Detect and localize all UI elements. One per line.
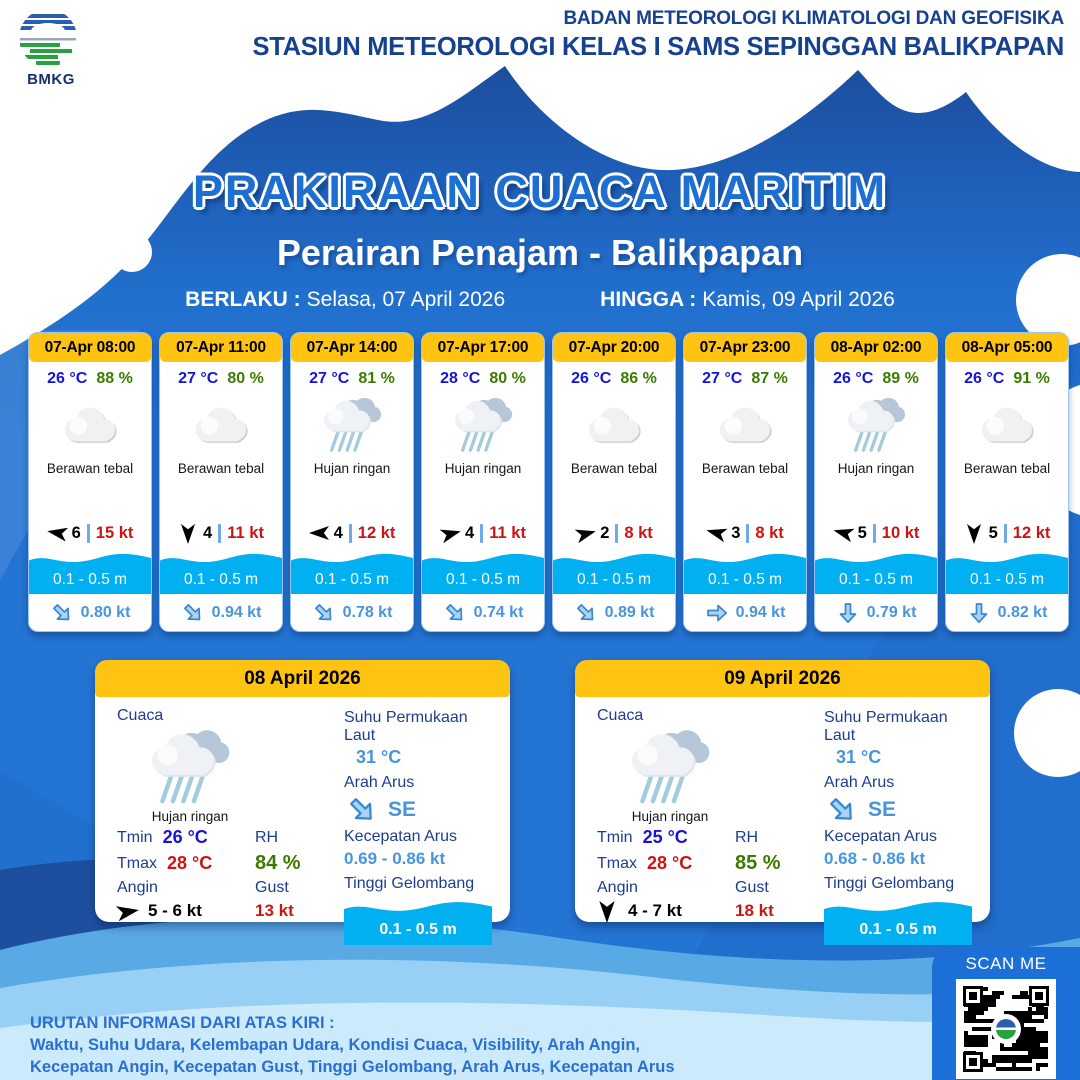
- wave-height-value: 0.1 - 0.5 m: [824, 914, 972, 945]
- wind-direction-icon: [831, 524, 855, 544]
- visibility-value: 5: [988, 524, 998, 542]
- air-temperature: 27 °C: [309, 370, 350, 387]
- current-speed-value: 0.80 kt: [80, 603, 131, 621]
- current-direction-icon: [45, 596, 79, 630]
- air-temperature: 27 °C: [702, 370, 743, 387]
- bmkg-logo-icon: [16, 6, 80, 70]
- daily-date: 08 April 2026: [95, 660, 510, 697]
- sst-value: 31 °C: [836, 747, 882, 767]
- current-direction-value: SE: [388, 798, 417, 821]
- divider: [873, 524, 876, 543]
- qr-finder-icon: [963, 1052, 983, 1072]
- qr-code: [956, 979, 1056, 1079]
- weather-description: Hujan ringan: [631, 809, 709, 824]
- wind-speed-value: 11 kt: [489, 524, 526, 542]
- weather-description: Berawan tebal: [177, 461, 265, 476]
- wave-height-band: [422, 551, 544, 594]
- air-temperature: 26 °C: [47, 370, 88, 387]
- current-speed-value: 0.79 kt: [866, 603, 917, 621]
- weather-icon: [553, 393, 675, 457]
- visibility-value: 5: [857, 524, 867, 542]
- station-name: STASIUN METEOROLOGI KELAS I SAMS SEPINGGAN BALIKPAPAN: [252, 33, 1064, 61]
- forecast-time: 07-Apr 14:00: [291, 333, 413, 362]
- current-direction-label: Arah Arus: [344, 774, 415, 791]
- current-direction-value: SE: [868, 798, 897, 821]
- current-direction-icon: [705, 601, 729, 625]
- daily-forecast-row: [95, 660, 990, 938]
- footer-title: URUTAN INFORMASI DARI ATAS KIRI :: [30, 1014, 335, 1032]
- qr-finder-icon: [1029, 986, 1049, 1006]
- weather-description: Hujan ringan: [444, 461, 522, 476]
- weather-description: Hujan ringan: [313, 461, 391, 476]
- gust-value: 18 kt: [735, 901, 774, 920]
- sst-label: Suhu Permukaan Laut: [344, 709, 468, 744]
- daily-card: [575, 660, 990, 938]
- current-direction-icon: [339, 787, 384, 832]
- wave-height-band: [684, 551, 806, 594]
- current-direction-icon: [176, 596, 210, 630]
- wind-direction-icon: [705, 524, 729, 544]
- current-direction-icon: [569, 596, 603, 630]
- current-speed-value: 0.82 kt: [997, 603, 1048, 621]
- visibility-value: 6: [71, 524, 81, 542]
- weather-description: Berawan tebal: [701, 461, 789, 476]
- wind-speed-value: 8 kt: [755, 524, 784, 542]
- validity-row: [0, 288, 1080, 312]
- wind-speed-value: 12 kt: [357, 524, 396, 542]
- tmax-value: 28 °C: [647, 853, 693, 873]
- weather-icon: [29, 393, 151, 457]
- wave-height-label: Tinggi Gelombang: [824, 875, 955, 892]
- wave-height-band: [29, 551, 151, 594]
- current-direction-icon: [438, 596, 472, 630]
- humidity: 89 %: [882, 370, 919, 387]
- wave-height-band: [824, 899, 972, 945]
- bmkg-logo: [16, 6, 86, 88]
- wave-height-value: 0.1 - 0.5 m: [422, 565, 544, 594]
- wave-height-value: 0.1 - 0.5 m: [684, 565, 806, 594]
- wave-height-band: [344, 899, 492, 945]
- humidity: 81 %: [358, 370, 395, 387]
- tmin-label: Tmin: [597, 828, 633, 846]
- wave-height-band: [553, 551, 675, 594]
- wave-height-value: 0.1 - 0.5 m: [291, 565, 413, 594]
- current-speed-value: 0.69 - 0.86 kt: [344, 849, 446, 868]
- scan-me-label: SCAN ME: [965, 954, 1047, 973]
- wind-label: Angin: [597, 879, 638, 896]
- divider: [87, 524, 90, 543]
- wave-height-value: 0.1 - 0.5 m: [160, 565, 282, 594]
- wind-speed-value: 11 kt: [227, 524, 264, 542]
- wind-range-value: 5 - 6 kt: [148, 901, 202, 920]
- hourly-card: [683, 332, 807, 632]
- wave-height-band: [815, 551, 937, 594]
- tmax-label: Tmax: [117, 854, 157, 872]
- wind-direction-icon: [309, 526, 330, 541]
- weather-icon: [605, 725, 735, 809]
- wave-height-band: [946, 551, 1068, 594]
- current-speed-value: 0.68 - 0.86 kt: [824, 849, 926, 868]
- footer-line1: Waktu, Suhu Udara, Kelembapan Udara, Kondisi Cuaca, Visibility, Arah Angin,: [30, 1036, 641, 1054]
- bmkg-qr-logo-icon: [993, 1016, 1019, 1042]
- tmin-value: 25 °C: [642, 827, 688, 847]
- current-direction-icon: [819, 787, 864, 832]
- footer-line2: Kecepatan Angin, Kecepatan Gust, Tinggi Gelombang, Arah Arus, Kecepatan Arus: [30, 1058, 675, 1076]
- weather-icon: [946, 393, 1068, 457]
- gust-label: Gust: [255, 879, 289, 896]
- hourly-card: [945, 332, 1069, 632]
- current-speed-label: Kecepatan Arus: [824, 828, 937, 845]
- area-title: Perairan Penajam - Balikpapan: [276, 232, 804, 273]
- wind-direction-icon: [116, 902, 139, 920]
- forecast-time: 07-Apr 17:00: [422, 333, 544, 362]
- poster-title: PRAKIRAAN CUACA MARITIM: [192, 166, 888, 217]
- wind-range-value: 4 - 7 kt: [628, 901, 682, 920]
- weather-icon: [815, 393, 937, 457]
- current-speed-value: 0.74 kt: [473, 603, 524, 621]
- current-direction-icon: [967, 601, 991, 625]
- gust-value: 13 kt: [255, 901, 294, 920]
- sst-label: Suhu Permukaan Laut: [824, 709, 948, 744]
- rh-label: RH: [255, 828, 279, 846]
- wind-direction-icon: [45, 524, 68, 542]
- tmin-value: 26 °C: [162, 827, 208, 847]
- current-speed-value: 0.94 kt: [211, 603, 262, 621]
- valid-until: HINGGA : Kamis, 09 April 2026: [600, 288, 895, 311]
- rh-value: 84 %: [255, 852, 301, 874]
- forecast-time: 08-Apr 02:00: [815, 333, 937, 362]
- weather-description: Hujan ringan: [837, 461, 915, 476]
- humidity: 88 %: [96, 370, 133, 387]
- weather-description: Berawan tebal: [46, 461, 134, 476]
- forecast-time: 07-Apr 23:00: [684, 333, 806, 362]
- hourly-card: [159, 332, 283, 632]
- wind-speed-value: 10 kt: [881, 524, 920, 542]
- daily-card: [95, 660, 510, 938]
- air-temperature: 28 °C: [440, 370, 481, 387]
- tmin-label: Tmin: [117, 828, 153, 846]
- wind-direction-icon: [600, 901, 615, 922]
- rh-value: 85 %: [735, 852, 781, 874]
- valid-from: BERLAKU : Selasa, 07 April 2026: [185, 288, 506, 311]
- weather-label: Cuaca: [117, 707, 164, 724]
- weather-icon: [125, 725, 255, 809]
- divider: [746, 524, 749, 543]
- qr-finder-icon: [963, 986, 983, 1006]
- divider: [615, 524, 618, 543]
- current-speed-value: 0.89 kt: [604, 603, 655, 621]
- organization-header: [253, 8, 1064, 62]
- weather-description: Hujan ringan: [151, 809, 229, 824]
- weather-icon: [684, 393, 806, 457]
- air-temperature: 26 °C: [833, 370, 874, 387]
- visibility-value: 2: [600, 524, 610, 542]
- wind-label: Angin: [117, 879, 158, 896]
- divider: [480, 524, 483, 543]
- weather-icon: [160, 393, 282, 457]
- hourly-card: [290, 332, 414, 632]
- gust-label: Gust: [735, 879, 769, 896]
- weather-description: Berawan tebal: [963, 461, 1051, 476]
- wind-direction-icon: [574, 524, 598, 544]
- humidity: 80 %: [227, 370, 264, 387]
- rh-label: RH: [735, 828, 759, 846]
- wave-height-value: 0.1 - 0.5 m: [344, 914, 492, 945]
- forecast-time: 07-Apr 11:00: [160, 333, 282, 362]
- wind-direction-icon: [967, 523, 982, 544]
- hourly-card: [421, 332, 545, 632]
- weather-icon: [422, 393, 544, 457]
- tmax-label: Tmax: [597, 854, 637, 872]
- wave-height-value: 0.1 - 0.5 m: [29, 565, 151, 594]
- current-direction-icon: [307, 596, 341, 630]
- forecast-time: 07-Apr 20:00: [553, 333, 675, 362]
- wind-direction-icon: [181, 523, 196, 544]
- org-name: BADAN METEOROLOGI KLIMATOLOGI DAN GEOFISIKA: [563, 8, 1064, 29]
- wind-direction-icon: [438, 524, 462, 544]
- daily-date: 09 April 2026: [575, 660, 990, 697]
- humidity: 91 %: [1013, 370, 1050, 387]
- forecast-time: 07-Apr 08:00: [29, 333, 151, 362]
- tmax-value: 28 °C: [167, 853, 213, 873]
- wind-speed-value: 15 kt: [95, 524, 134, 542]
- visibility-value: 4: [333, 524, 343, 542]
- scan-me-panel: [932, 947, 1080, 1080]
- current-speed-label: Kecepatan Arus: [344, 828, 457, 845]
- humidity: 86 %: [620, 370, 657, 387]
- humidity: 80 %: [489, 370, 526, 387]
- humidity: 87 %: [751, 370, 788, 387]
- hourly-card: [552, 332, 676, 632]
- forecast-time: 08-Apr 05:00: [946, 333, 1068, 362]
- wave-height-label: Tinggi Gelombang: [344, 875, 475, 892]
- current-direction-icon: [836, 601, 860, 625]
- divider: [218, 524, 221, 543]
- visibility-value: 4: [465, 524, 475, 542]
- current-speed-value: 0.94 kt: [735, 603, 786, 621]
- air-temperature: 27 °C: [178, 370, 219, 387]
- weather-icon: [291, 393, 413, 457]
- wind-speed-value: 8 kt: [624, 524, 653, 542]
- air-temperature: 26 °C: [571, 370, 612, 387]
- banner: [0, 166, 1080, 312]
- footer-legend: [30, 1012, 675, 1078]
- weather-label: Cuaca: [597, 707, 644, 724]
- divider: [1004, 524, 1007, 543]
- sst-value: 31 °C: [356, 747, 402, 767]
- hourly-card: [28, 332, 152, 632]
- wave-height-value: 0.1 - 0.5 m: [815, 565, 937, 594]
- hourly-forecast-row: [28, 332, 1069, 632]
- divider: [349, 524, 352, 543]
- visibility-value: 4: [203, 524, 213, 542]
- hourly-card: [814, 332, 938, 632]
- air-temperature: 26 °C: [964, 370, 1005, 387]
- wave-height-value: 0.1 - 0.5 m: [553, 565, 675, 594]
- wave-height-value: 0.1 - 0.5 m: [946, 565, 1068, 594]
- current-speed-value: 0.78 kt: [342, 603, 393, 621]
- wind-speed-value: 12 kt: [1012, 524, 1051, 542]
- visibility-value: 3: [731, 524, 741, 542]
- bmkg-logo-label: BMKG: [27, 71, 75, 88]
- wave-height-band: [160, 551, 282, 594]
- current-direction-label: Arah Arus: [824, 774, 895, 791]
- wave-height-band: [291, 551, 413, 594]
- weather-description: Berawan tebal: [570, 461, 658, 476]
